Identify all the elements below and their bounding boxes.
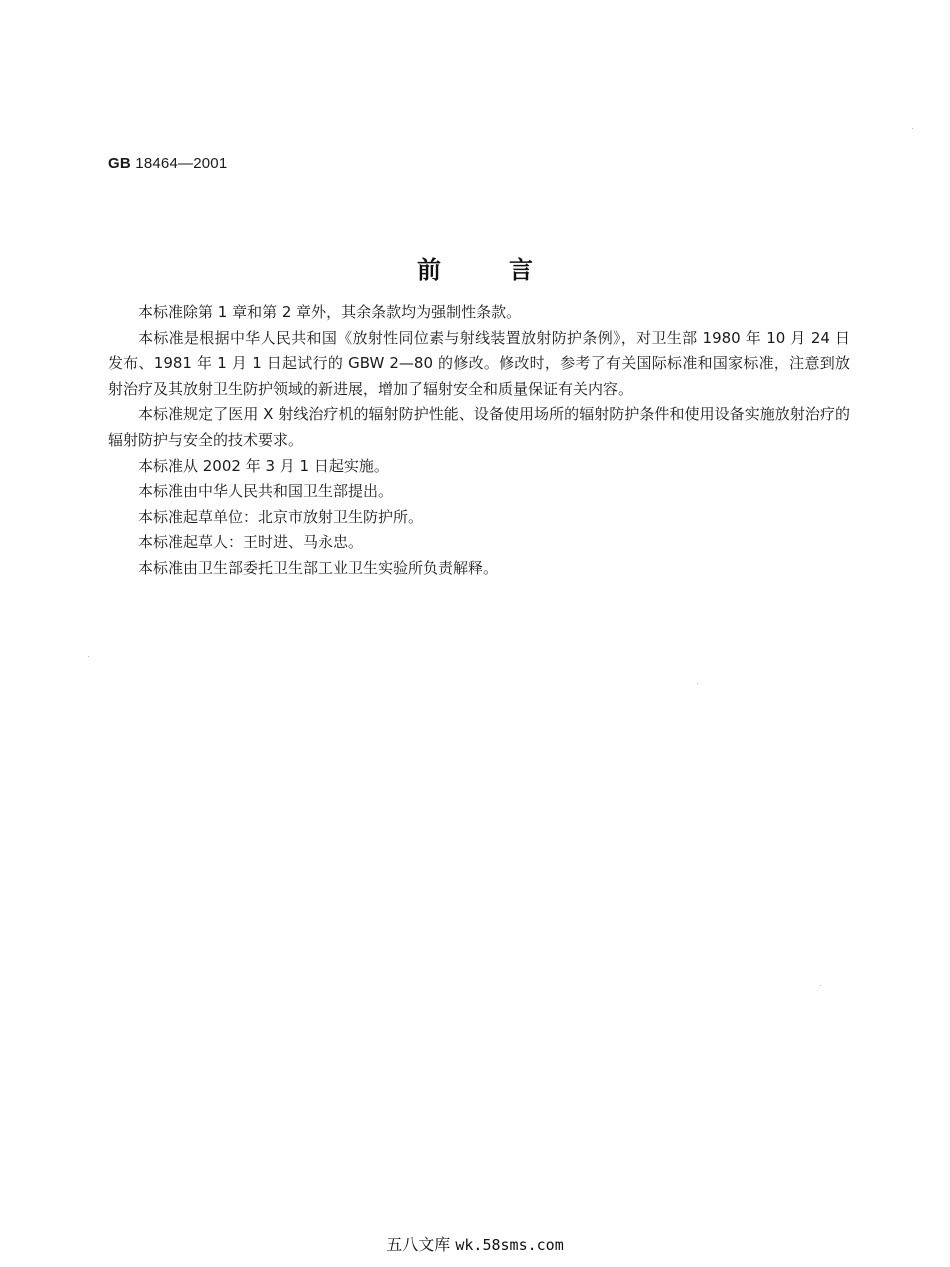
footer-site-name: 五八文库 <box>386 1235 451 1254</box>
paragraph: 本标准从 2002 年 3 月 1 日起实施。 <box>138 456 389 475</box>
foreword-body <box>108 300 850 582</box>
scan-speck <box>820 985 821 986</box>
paragraph: 本标准起草单位：北京市放射卫生防护所。 <box>138 507 424 526</box>
scan-speck <box>912 128 913 129</box>
page-title: 前言 <box>417 256 601 284</box>
standard-number: 18464—2001 <box>135 155 228 172</box>
scan-speck <box>697 683 698 684</box>
paragraph: 本标准除第 1 章和第 2 章外，其余条款均为强制性条款。 <box>138 303 522 321</box>
standard-code <box>108 155 227 172</box>
footer-site-url: wk.58sms.com <box>455 1236 564 1254</box>
paragraph: 本标准规定了医用 X 射线治疗机的辐射防护性能、设备使用场所的辐射防护条件和使用设备实施放射治疗的辐射防护与安全的技术要求。 <box>108 405 850 449</box>
paragraph: 本标准是根据中华人民共和国《放射性同位素与射线装置放射防护条例》，对卫生部 1980 年 10 月 24 日发布、1981 年 1 月 1 日起试行的 GBW 2—80 的修改。修改时，参考了有关国际标准和国家标准，注意到放射治疗及其放射卫生防护领域的新进展，增加了辐射安全和质量保证有关内容。 <box>108 328 850 398</box>
paragraph: 本标准起草人：王时进、马永忠。 <box>138 533 364 552</box>
scan-speck <box>88 656 89 657</box>
paragraph: 本标准由卫生部委托卫生部工业卫生实验所负责解释。 <box>138 558 499 577</box>
footer-watermark <box>0 1232 950 1255</box>
standard-prefix: GB <box>108 155 131 172</box>
paragraph: 本标准由中华人民共和国卫生部提出。 <box>138 482 394 501</box>
